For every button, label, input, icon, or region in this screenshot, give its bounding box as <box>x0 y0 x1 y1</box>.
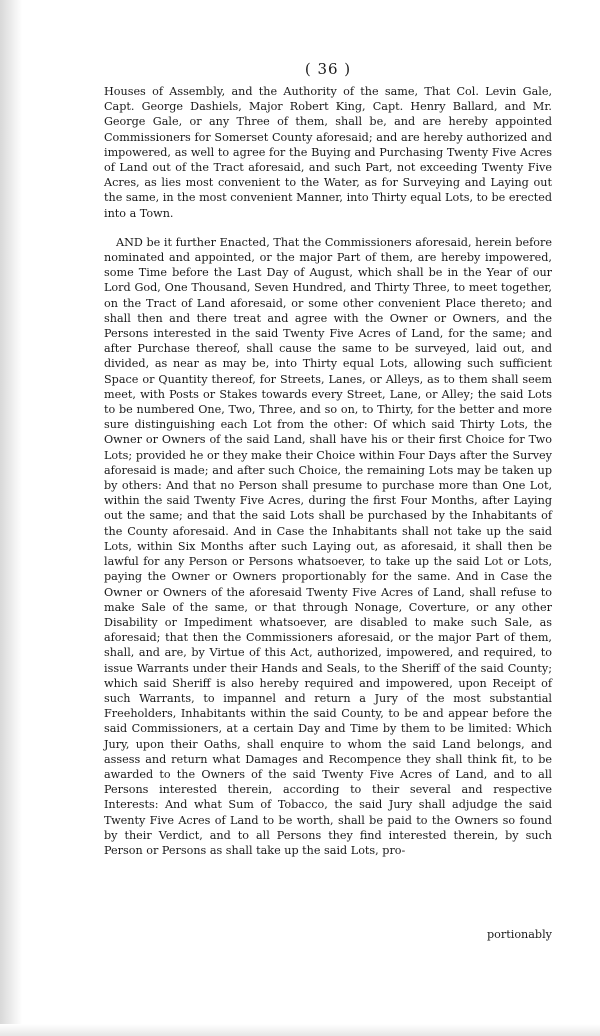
paragraph-commissioners: Houses of Assembly, and the Authority of the same, That Col. Levin Gale, Capt. George Dashiels, Major Robert King, Capt. Henry Ballard, and Mr. George Gale, or any Three of them, shall be, and are hereby appointed Commissioners for Somerset County aforesaid; and are hereby authorized and impowered, as well to agree for the Buying and Purchasing Twenty Five Acres of Land out of the Tract aforesaid, and such Part, not exceeding Twenty Five Acres, as lies most convenient to the Water, as for Surveying and Laying out the same, in the most convenient Manner, into Thirty equal Lots, to be erected into a Town. <box>104 85 552 220</box>
page-number: ( 36 ) <box>304 60 352 78</box>
catchword: portionably <box>487 928 552 941</box>
document-page <box>104 60 552 858</box>
paragraph-enacted: AND be it further Enacted, That the Commissioners aforesaid, herein before nominated and appointed, or the major Part of them, are hereby impowered, some Time before the Last Day of August, which shall be in the Year of our Lord God, One Thousand, Seven Hundred, and Thirty Three, to meet together, on the Tract of Land aforesaid, or some other convenient Place thereto; and shall then and there treat and agree with the Owner or Owners, and the Persons interested in the said Twenty Five Acres of Land, for the same; and after Purchase thereof, shall cause the same to be surveyed, laid out, and divided, as near as may be, into Thirty equal Lots, allowing such sufficient Space or Quantity thereof, for Streets, Lanes, or Alleys, as to them shall seem meet, with Posts or Stakes towards every Street, Lane, or Alley; the said Lots to be numbered One, Two, Three, and so on, to Thirty, for the better and more sure distinguishing each Lot from the other: Of which said Thirty Lots, the Owner or Owners of the said Land, shall have his or their first Choice for Two Lots; provided he or they make their Choice within Four Days after the Survey aforesaid is made; and after such Choice, the remaining Lots may be taken up by others: And that no Person shall presume to purchase more than One Lot, within the said Twenty Five Acres, during the first Four Months, after Laying out the same; and that the said Lots shall be purchased by the Inhabitants of the County aforesaid. And in Case the Inhabitants shall not take up the said Lots, within Six Months after such Laying out, as aforesaid, it shall then be lawful for any Person or Persons whatsoever, to take up the said Lot or Lots, paying the Owner or Owners proportionably for the same. And in Case the Owner or Owners of the aforesaid Twenty Five Acres of Land, shall refuse to make Sale of the same, or that through Nonage, Coverture, or any other Disability or Impediment whatsoever, are disabled to make such Sale, as aforesaid; that then the Commissioners aforesaid, or the major Part of them, shall, and are, by Virtue of this Act, authorized, impowered, and required, to issue Warrants under their Hands and Seals, to the Sheriff of the said County; which said Sheriff is also hereby required and impowered, upon Receipt of such Warrants, to impannel and return a Jury of the most substantial Freeholders, Inhabitants within the said County, to be and appear before the said Commissioners, at a certain Day and Time by them to be limited: Which Jury, upon their Oaths, shall enquire to whom the said Land belongs, and assess and return what Damages and Recompence they shall think fit, to be awarded to the Owners of the said Twenty Five Acres of Land, and to all Persons interested therein, according to their several and respective Interests: And what Sum of Tobacco, the said Jury shall adjudge the said Twenty Five Acres of Land to be worth, shall be paid to the Owners so found by their Verdict, and to all Persons they find interested therein, by such Person or Persons as shall take up the said Lots, pro- <box>104 235 552 857</box>
page-shadow-left <box>0 0 22 1036</box>
page-shadow-bottom <box>0 1024 600 1036</box>
